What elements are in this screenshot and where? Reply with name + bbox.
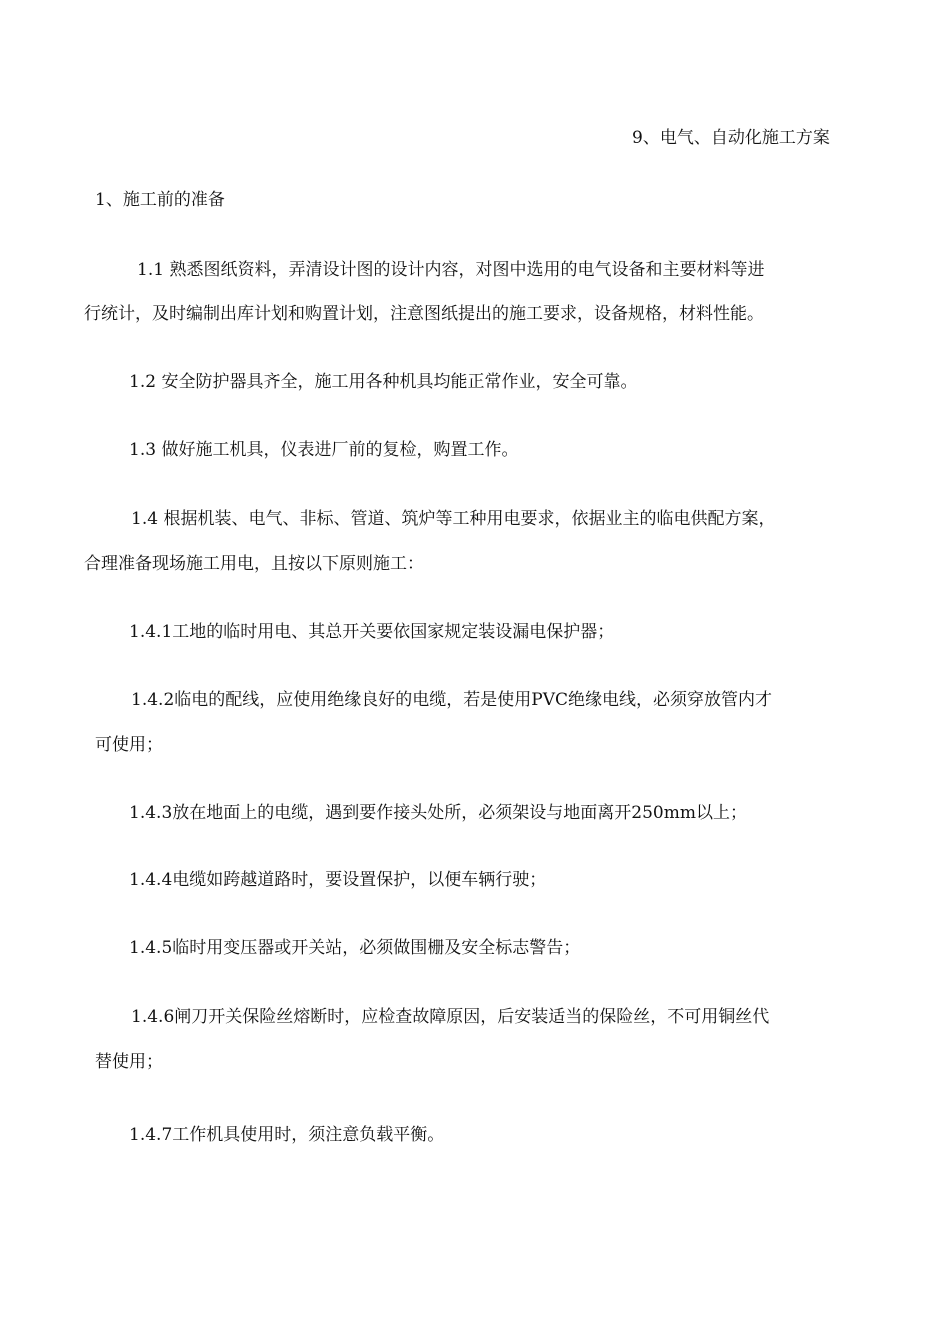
paragraph-1-4-2-line-2: 可使用； (95, 735, 163, 755)
paragraph-1-3: 1.3 做好施工机具，仪表进厂前的复检，购置工作。 (129, 440, 519, 460)
paragraph-1-1-line-2: 行统计，及时编制出库计划和购置计划，注意图纸提出的施工要求，设备规格，材料性能。 (84, 304, 764, 324)
paragraph-1-4-line-2: 合理准备现场施工用电，且按以下原则施工： (84, 554, 424, 574)
paragraph-1-4-3: 1.4.3放在地面上的电缆，遇到要作接头处所，必须架设与地面离开250mm以上； (129, 803, 747, 823)
paragraph-1-1-line-1: 1.1 熟悉图纸资料，弄清设计图的设计内容，对图中选用的电气设备和主要材料等进 (137, 260, 765, 280)
paragraph-1-4-5: 1.4.5临时用变压器或开关站，必须做围栅及安全标志警告； (129, 938, 581, 958)
paragraph-1-4-6-line-2: 替使用； (95, 1052, 163, 1072)
paragraph-1-4-line-1: 1.4 根据机装、电气、非标、管道、筑炉等工种用电要求，依据业主的临电供配方案， (131, 509, 776, 529)
paragraph-1-4-4: 1.4.4电缆如跨越道路时，要设置保护，以便车辆行驶； (129, 870, 547, 890)
document-title: 9、电气、自动化施工方案 (632, 128, 830, 148)
paragraph-1-4-2-line-1: 1.4.2临电的配线，应使用绝缘良好的电缆，若是使用PVC绝缘电线，必须穿放管内才 (131, 690, 772, 710)
paragraph-1-2: 1.2 安全防护器具齐全，施工用各种机具均能正常作业，安全可靠。 (129, 372, 638, 392)
paragraph-1-4-7: 1.4.7工作机具使用时，须注意负载平衡。 (129, 1125, 445, 1145)
section-heading: 1、施工前的准备 (95, 190, 225, 210)
paragraph-1-4-6-line-1: 1.4.6闸刀开关保险丝熔断时，应检查故障原因，后安装适当的保险丝，不可用铜丝代 (131, 1007, 770, 1027)
paragraph-1-4-1: 1.4.1工地的临时用电、其总开关要依国家规定装设漏电保护器； (129, 622, 615, 642)
